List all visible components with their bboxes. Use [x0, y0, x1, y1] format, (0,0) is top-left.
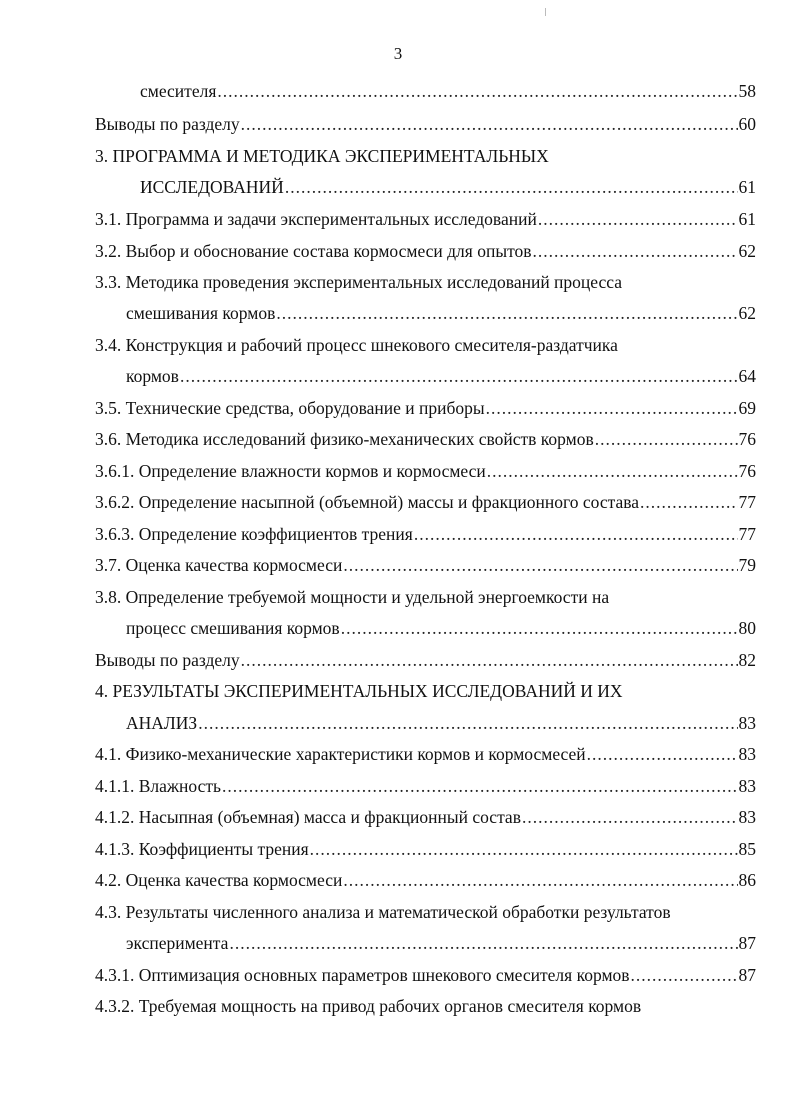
leader-dots [595, 428, 738, 450]
toc-entry[interactable] [95, 806, 756, 828]
toc-entry[interactable] [95, 964, 756, 986]
leader-dots [631, 964, 738, 986]
toc-entry-page: 61 [738, 209, 756, 229]
toc-entry-title-line1: 3.4. Конструкция и рабочий процесс шнекового смесителя-раздатчика [95, 335, 618, 355]
toc-entry[interactable] [95, 869, 756, 891]
toc-entry-page: 80 [738, 618, 756, 638]
leader-dots [222, 775, 738, 797]
toc-entry-title: 3.5. Технические средства, оборудование и приборы [95, 398, 485, 418]
toc-entry[interactable] [95, 649, 756, 671]
leader-dots [414, 523, 738, 545]
scan-mark [545, 8, 546, 16]
toc-entry-title: эксперимента [126, 933, 229, 953]
toc-entry-title: Выводы по разделу [95, 114, 240, 134]
toc-entry-page: 60 [738, 114, 756, 134]
toc-entry[interactable] [126, 365, 756, 387]
leader-dots [343, 554, 737, 576]
toc-entry-title: ИССЛЕДОВАНИЙ [140, 177, 284, 197]
toc-entry-title: кормов [126, 366, 179, 386]
leader-dots [241, 649, 738, 671]
toc-entry-title-line1: 3.8. Определение требуемой мощности и удельной энергоемкости на [95, 587, 610, 607]
toc-entry-title: Выводы по разделу [95, 650, 240, 670]
toc-entry-page: 83 [738, 744, 756, 764]
toc-entry-page: 61 [738, 177, 756, 197]
toc-entry-title: 3.2. Выбор и обоснование состава кормосмеси для опытов [95, 241, 532, 261]
toc-entry-page: 76 [738, 461, 756, 481]
toc-entry[interactable] [95, 428, 756, 450]
toc-entry-title: 4.2. Оценка качества кормосмеси [95, 870, 343, 890]
toc-entry-page: 77 [738, 524, 756, 544]
toc-entry[interactable] [95, 554, 756, 576]
toc-entry-title: 4.1. Физико-механические характеристики кормов и кормосмесей [95, 744, 586, 764]
toc-entry-page: 69 [738, 398, 756, 418]
toc-entry-title: процесс смешивания кормов [126, 618, 340, 638]
toc-entry-title: 4.1.3. Коэффициенты трения [95, 839, 309, 859]
toc-entry[interactable] [95, 113, 756, 135]
leader-dots [241, 113, 738, 135]
toc-entry[interactable] [126, 302, 756, 324]
toc-entry[interactable] [140, 80, 756, 102]
toc-entry-page: 83 [738, 713, 756, 733]
toc-entry-page: 77 [738, 492, 756, 512]
toc-entry[interactable] [95, 397, 756, 419]
toc-entry[interactable] [95, 838, 756, 860]
leader-dots [487, 460, 738, 482]
leader-dots [229, 932, 737, 954]
toc-entry-title: 3.6.1. Определение влажности кормов и кормосмеси [95, 461, 486, 481]
toc-entry-page: 87 [738, 933, 756, 953]
leader-dots [343, 869, 737, 891]
toc-entry-page: 83 [738, 776, 756, 796]
toc-entry-page: 62 [738, 241, 756, 261]
leader-dots [180, 365, 738, 387]
leader-dots [522, 806, 738, 828]
toc-entry-title: АНАЛИЗ [126, 713, 198, 733]
toc-entry[interactable] [140, 176, 756, 198]
toc-entry-page: 82 [738, 650, 756, 670]
toc-entry[interactable] [126, 932, 756, 954]
toc-entry-title: 3.7. Оценка качества кормосмеси [95, 555, 343, 575]
leader-dots [341, 617, 738, 639]
toc-entry-page: 64 [738, 366, 756, 386]
toc-entry-page: 62 [738, 303, 756, 323]
toc-entry-page: 83 [738, 807, 756, 827]
toc-entry[interactable] [95, 523, 756, 545]
toc-entry-title: 4.3.1. Оптимизация основных параметров шнекового смесителя кормов [95, 965, 630, 985]
toc-entry[interactable] [95, 240, 756, 262]
toc-section-heading: 4. РЕЗУЛЬТАТЫ ЭКСПЕРИМЕНТАЛЬНЫХ ИССЛЕДОВАНИЙ И ИХ [95, 681, 623, 701]
toc-entry-title: 4.1.1. Влажность [95, 776, 221, 796]
page-number: 3 [393, 44, 403, 63]
toc-entry-title: смешивания кормов [126, 303, 276, 323]
leader-dots [276, 302, 737, 324]
leader-dots [285, 176, 738, 198]
toc-entry-page: 58 [738, 81, 756, 101]
toc-section-heading: 3. ПРОГРАММА И МЕТОДИКА ЭКСПЕРИМЕНТАЛЬНЫХ [95, 146, 549, 166]
toc-entry[interactable] [95, 208, 756, 230]
leader-dots [217, 80, 737, 102]
toc-entry-page: 86 [738, 870, 756, 890]
leader-dots [533, 240, 738, 262]
toc-entry-title-line1: 4.3.2. Требуемая мощность на привод рабочих органов смесителя кормов [95, 996, 642, 1016]
leader-dots [538, 208, 738, 230]
leader-dots [640, 491, 737, 513]
leader-dots [587, 743, 738, 765]
toc-entry-title: 3.1. Программа и задачи экспериментальных исследований [95, 209, 537, 229]
toc-entry-title: 4.1.2. Насыпная (объемная) масса и фракционный состав [95, 807, 521, 827]
toc-entry[interactable] [95, 743, 756, 765]
toc-entry-page: 79 [738, 555, 756, 575]
toc-entry[interactable] [126, 712, 756, 734]
toc-entry-page: 85 [738, 839, 756, 859]
toc-entry-title-line1: 4.3. Результаты численного анализа и математической обработки результатов [95, 902, 671, 922]
toc-entry[interactable] [126, 617, 756, 639]
toc-entry[interactable] [95, 491, 756, 513]
toc-entry-title: 3.6.2. Определение насыпной (объемной) массы и фракционного состава [95, 492, 640, 512]
toc-entry-title-line1: 3.3. Методика проведения экспериментальных исследований процесса [95, 272, 623, 292]
leader-dots [486, 397, 738, 419]
toc-entry[interactable] [95, 775, 756, 797]
toc-entry-title: 3.6. Методика исследований физико-механических свойств кормов [95, 429, 594, 449]
leader-dots [310, 838, 738, 860]
toc-entry-page: 87 [738, 965, 756, 985]
toc-entry-page: 76 [738, 429, 756, 449]
toc-entry[interactable] [95, 460, 756, 482]
leader-dots [198, 712, 737, 734]
toc-entry-title: смесителя [140, 81, 217, 101]
toc-entry-title: 3.6.3. Определение коэффициентов трения [95, 524, 413, 544]
